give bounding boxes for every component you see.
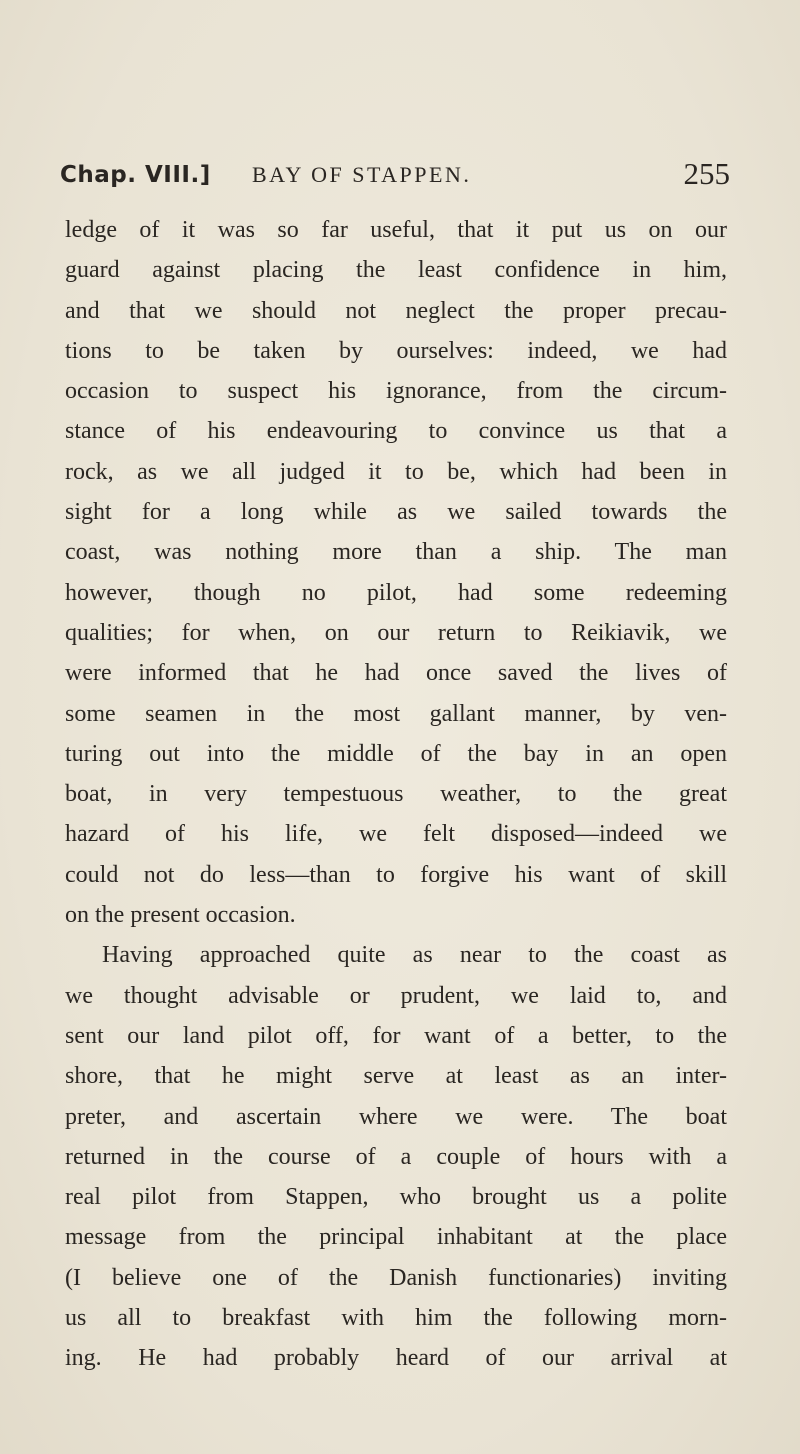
text-line: hazard of his life, we felt disposed—indeed we	[65, 821, 727, 848]
text-line: qualities; for when, on our return to Reikiavik, we	[65, 619, 727, 646]
text-line: ledge of it was so far useful, that it put us on our	[65, 217, 727, 243]
page-number: 255	[683, 156, 730, 191]
text-line: and that we should not neglect the proper precau-	[65, 297, 727, 324]
text-line: stance of his endeavouring to convince us that a	[65, 418, 727, 445]
text-line: guard against placing the least confidence in him,	[65, 257, 727, 284]
text-line: ing. He had probably heard of our arrival at	[65, 1345, 727, 1372]
text-line: some seamen in the most gallant manner, by ven-	[65, 700, 727, 727]
running-title: BAY OF STAPPEN.	[252, 162, 472, 187]
text-line-paragraph-end: on the present occasion.	[65, 902, 296, 929]
body-text	[65, 210, 727, 1379]
text-line: turing out into the middle of the bay in an open	[65, 740, 727, 767]
text-line: message from the principal inhabitant at the place	[65, 1224, 727, 1251]
text-line: occasion to suspect his ignorance, from the circum-	[65, 378, 727, 405]
text-line: real pilot from Stappen, who brought us a polite	[65, 1184, 727, 1211]
running-header	[60, 156, 730, 196]
text-line: boat, in very tempestuous weather, to the great	[65, 781, 727, 808]
text-line: preter, and ascertain where we were. The boat	[65, 1103, 727, 1130]
chapter-label: Chap. VIII.]	[60, 162, 211, 188]
text-line: (I believe one of the Danish functionaries) inviting	[65, 1264, 727, 1291]
text-line: tions to be taken by ourselves: indeed, we had	[65, 337, 727, 364]
text-line: could not do less—than to forgive his want of skill	[65, 861, 727, 888]
text-line: were informed that he had once saved the lives of	[65, 660, 727, 687]
text-line: rock, as we all judged it to be, which had been in	[65, 458, 727, 485]
text-line: sight for a long while as we sailed towards the	[65, 499, 727, 526]
text-line: however, though no pilot, had some redeeming	[65, 579, 727, 606]
text-line: coast, was nothing more than a ship. The man	[65, 539, 727, 566]
text-line: us all to breakfast with him the following morn-	[65, 1305, 727, 1332]
text-line: sent our land pilot off, for want of a better, to the	[65, 1022, 727, 1049]
text-line: shore, that he might serve at least as an inter-	[65, 1063, 727, 1090]
text-line: returned in the course of a couple of hours with a	[65, 1143, 727, 1170]
text-line-paragraph-start: Having approached quite as near to the coast as	[102, 942, 727, 969]
text-line: we thought advisable or prudent, we laid to, and	[65, 982, 727, 1009]
